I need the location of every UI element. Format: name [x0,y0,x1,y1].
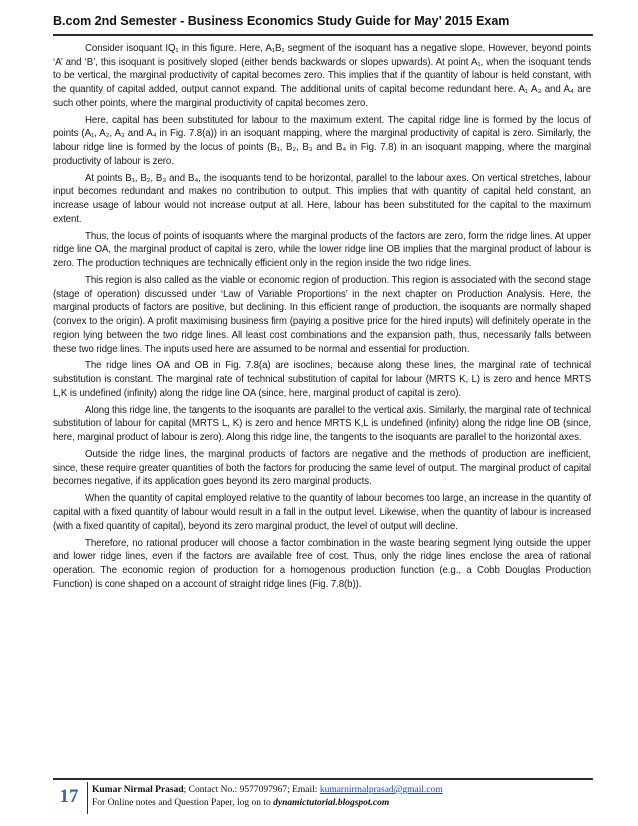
paragraph: Thus, the locus of points of isoquants where the marginal products of the factors are zero, form the ridge lines. At upper ridge line OA, the marginal product of capital is zero, while the lower ridge line OB implies that the marginal product of labour is zero. The production techniques are technically efficient only in the region inside the two ridge lines. [53,230,591,270]
paragraph: At points B₁, B₂, B₃ and B₄, the isoquants tend to be horizontal, parallel to the labour axes. On vertical stretches, labour input becomes redundant and makes no contribution to output. This implies that with quantity of capital held constant, an increase usage of labour would not increase output at all. Here, labour has been substituted for the capital to the maximum extent. [53,172,591,225]
body-text [53,42,591,595]
header-rule [53,34,593,36]
paragraph: Here, capital has been substituted for labour to the maximum extent. The capital ridge line is formed by the locus of points (A₁, A₂, A₃ and A₄ in Fig. 7.8(a)) in an isoquant mapping, where the marginal productivity of capital is zero. Similarly, the labour ridge line is formed by the locus of points (B₁, B₂, B₃ and B₄ in Fig. 7.8) in an isoquant mapping, where the marginal productivity of labour is zero. [53,114,591,167]
footer-rule [53,778,593,780]
footer-contact [92,784,443,810]
header-title: B.com 2nd Semester - Business Economics Study Guide for May’ 2015 Exam [53,14,510,28]
paragraph: Outside the ridge lines, the marginal products of factors are negative and the methods of production are inefficient, since, these require greater quantities of both the factors for producing the same level of output. The marginal product of capital becomes negative, if its application goes beyond its zero marginal products. [53,449,591,488]
footer-divider [87,782,88,814]
footer-line-contact [92,784,443,797]
contact-text: ; Contact No.: 9577097967; Email: [183,785,320,795]
author-name: Kumar Nirmal Prasad [92,785,184,795]
online-text: For Online notes and Question Paper, log on to [92,798,274,808]
page-number: 17 [59,786,79,807]
paragraph: Along this ridge line, the tangents to the isoquants are parallel to the vertical axis. Similarly, the marginal rate of technical substitution of labour for capital (MRTS L, K) is zero and hence MRTS K,L is undefined (infinity) along the ridge line OB (since, here, marginal product of labour is zero). Along this ridge line, the tangents to the isoquants are parallel to the horizontal axes. [53,404,591,444]
paragraph: The ridge lines OA and OB in Fig. 7.8(a) are isoclines, because along these lines, the marginal rate of technical substitution is constant. The marginal rate of technical substitution of capital for labour (MRTS K, L) is zero and hence MRTS L,K is undefined (infinity) along the ridge line OA (since, here, marginal product of capital is zero). [53,360,591,399]
page-footer [53,778,593,818]
paragraph: When the quantity of capital employed relative to the quantity of labour becomes too large, an increase in the quantity of capital with a fixed quantity of labour would result in a fall in the output level. Likewise, when the quantity of labour is increased (with a fixed quantity of capital), beyond its zero marginal product, the level of output will decline. [53,493,591,532]
paragraph: Therefore, no rational producer will choose a factor combination in the waste bearing segment lying outside the upper and lower ridge lines, even if the factors are available free of cost. Thus, only the ridge lines enclose the area of rational operation. The economic region of production for a homogenous production function (e.g., a Cobb Douglas Production Function) is cone shaped on a account of straight ridge lines (Fig. 7.8(b)). [53,537,591,590]
email-link[interactable]: kumarnirmalprasad@gmail.com [319,785,443,795]
website-link[interactable]: dynamictutorial.blogspot.com [273,798,390,808]
paragraph: This region is also called as the viable or economic region of production. This region is associated with the second stage (stage of operation) discussed under ‘Law of Variable Proportions’ in the next chapter on Production Analysis. Here, the marginal products of factors are positive, but declining. In this efficient range of production, the isoquants are normally shaped (convex to the origin). A profit maximising business firm (paying a positive price for the hired inputs) will definitely operate in the region lying between the two ridge lines. All least cost combinations and the expansion path, thus, necessarily falls between these two ridge lines. The inputs used here are assumed to be normal and essential for production. [53,275,591,355]
footer-line-online [92,797,443,810]
page-header [53,14,593,28]
paragraph: Consider isoquant IQ₁ in this figure. Here, A₁B₁ segment of the isoquant has a negative slope. However, beyond points ‘A’ and ‘B’, this isoquant is positively sloped (either bends backwards or slopes upwards). At point A₁, when the isoquant tends to be vertical, the marginal productivity of capital becomes zero. This implies that if the quantity of labour is held constant, with the quantity of capital added, output cannot expand. The additional units of capital become redundant here. A₁ A₃ and A₄ are such other points, where the marginal productivity of capital becomes zero. [53,43,591,109]
